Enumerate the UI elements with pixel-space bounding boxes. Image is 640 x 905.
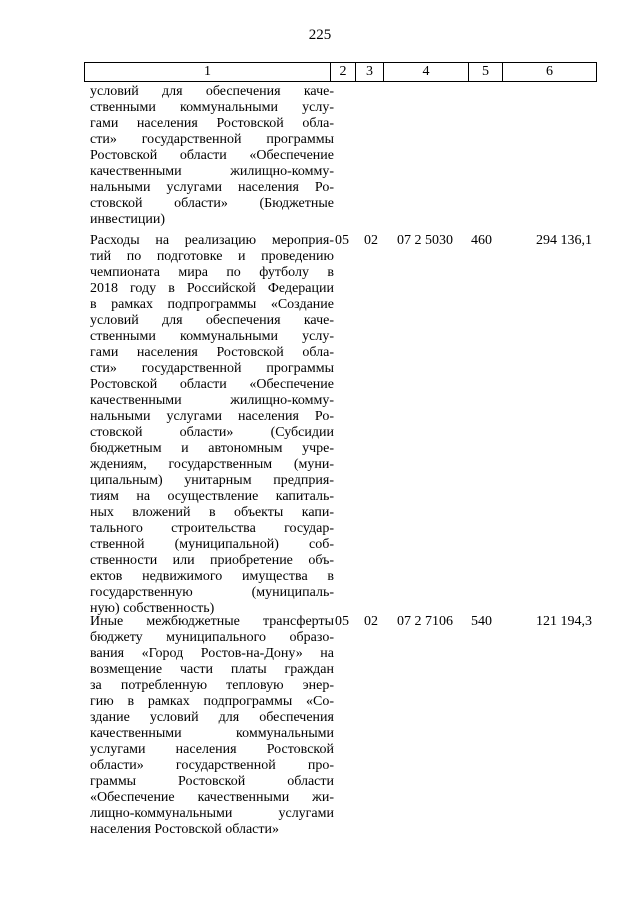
description-line: в рамках подпрограммы «Создание	[90, 297, 334, 312]
description-line: Ростовской области «Обеспечение	[90, 377, 334, 392]
description-line: качественными жилищно-комму-	[90, 164, 334, 179]
table-header	[84, 62, 597, 82]
description-line: стовской области» (Субсидии	[90, 425, 334, 440]
description-line: Иные межбюджетные трансферты	[90, 614, 334, 629]
description-line: нальными услугами населения Ро-	[90, 180, 334, 195]
description-line: ственной (муниципальной) соб-	[90, 537, 334, 552]
description-line: ектов недвижимого имущества в	[90, 569, 334, 584]
description-line: чемпионата мира по футболу в	[90, 265, 334, 280]
description-line: условий для обеспечения каче-	[90, 84, 334, 99]
description-line: здание условий для обеспечения	[90, 710, 334, 725]
description-line: возмещение части платы граждан	[90, 662, 334, 677]
description-line: лищно-коммунальными услугами	[90, 806, 334, 821]
description-line: условий для обеспечения каче-	[90, 313, 334, 328]
description-line: граммы Ростовской области	[90, 774, 334, 789]
row-amount: 294 136,1	[536, 233, 592, 248]
description-line: тий по подготовке и проведению	[90, 249, 334, 264]
row-target-code: 07 2 5030	[397, 233, 453, 248]
description-line: области» государственной про-	[90, 758, 334, 773]
description-line: ную) собственность)	[90, 601, 215, 616]
description-line: услугами населения Ростовской	[90, 742, 334, 757]
description-line: государственную (муниципаль-	[90, 585, 334, 600]
description-line: сти» государственной программы	[90, 132, 334, 147]
description-line: «Обеспечение качественными жи-	[90, 790, 334, 805]
row-target-code: 07 2 7106	[397, 614, 453, 629]
header-col-4: 4	[383, 63, 468, 81]
description-line: населения Ростовской области»	[90, 822, 279, 837]
description-line: ных вложений в объекты капи-	[90, 505, 334, 520]
description-line: гами населения Ростовской обла-	[90, 116, 334, 131]
row-section-code: 05	[335, 233, 349, 248]
header-col-1: 1	[204, 64, 211, 79]
description-line: тиям на осуществление капиталь-	[90, 489, 334, 504]
description-line: тального строительства государ-	[90, 521, 334, 536]
description-line: нальными услугами населения Ро-	[90, 409, 334, 424]
row-section-code: 05	[335, 614, 349, 629]
header-col-2: 2	[330, 63, 355, 81]
row-expense-type-code: 460	[471, 233, 492, 248]
description-line: гами населения Ростовской обла-	[90, 345, 334, 360]
header-col-5: 5	[468, 63, 502, 81]
row-description	[90, 84, 334, 228]
header-col-6: 6	[502, 63, 596, 81]
row-description	[90, 233, 334, 617]
description-line: 2018 году в Российской Федерации	[90, 281, 334, 296]
description-line: стовской области» (Бюджетные	[90, 196, 334, 211]
description-line: за потребленную тепловую энер-	[90, 678, 334, 693]
description-line: вания «Город Ростов-на-Дону» на	[90, 646, 334, 661]
row-expense-type-code: 540	[471, 614, 492, 629]
description-line: бюджетным и автономным учре-	[90, 441, 334, 456]
description-line: Ростовской области «Обеспечение	[90, 148, 334, 163]
row-description	[90, 614, 334, 838]
description-line: бюджету муниципального образо-	[90, 630, 334, 645]
header-col-3: 3	[355, 63, 383, 81]
description-line: ственности или приобретение объ-	[90, 553, 334, 568]
description-line: инвестиции)	[90, 212, 166, 227]
description-line: гию в рамках подпрограммы «Со-	[90, 694, 334, 709]
row-amount: 121 194,3	[536, 614, 592, 629]
description-line: ственными коммунальными услу-	[90, 100, 334, 115]
row-subsection-code: 02	[364, 233, 378, 248]
description-line: качественными коммунальными	[90, 726, 334, 741]
description-line: сти» государственной программы	[90, 361, 334, 376]
description-line: качественными жилищно-комму-	[90, 393, 334, 408]
row-subsection-code: 02	[364, 614, 378, 629]
page-number: 225	[308, 27, 332, 43]
description-line: ждениям, государственным (муни-	[90, 457, 334, 472]
description-line: Расходы на реализацию мероприя-	[90, 233, 334, 248]
description-line: ципальным) унитарным предприя-	[90, 473, 334, 488]
description-line: ственными коммунальными услу-	[90, 329, 334, 344]
